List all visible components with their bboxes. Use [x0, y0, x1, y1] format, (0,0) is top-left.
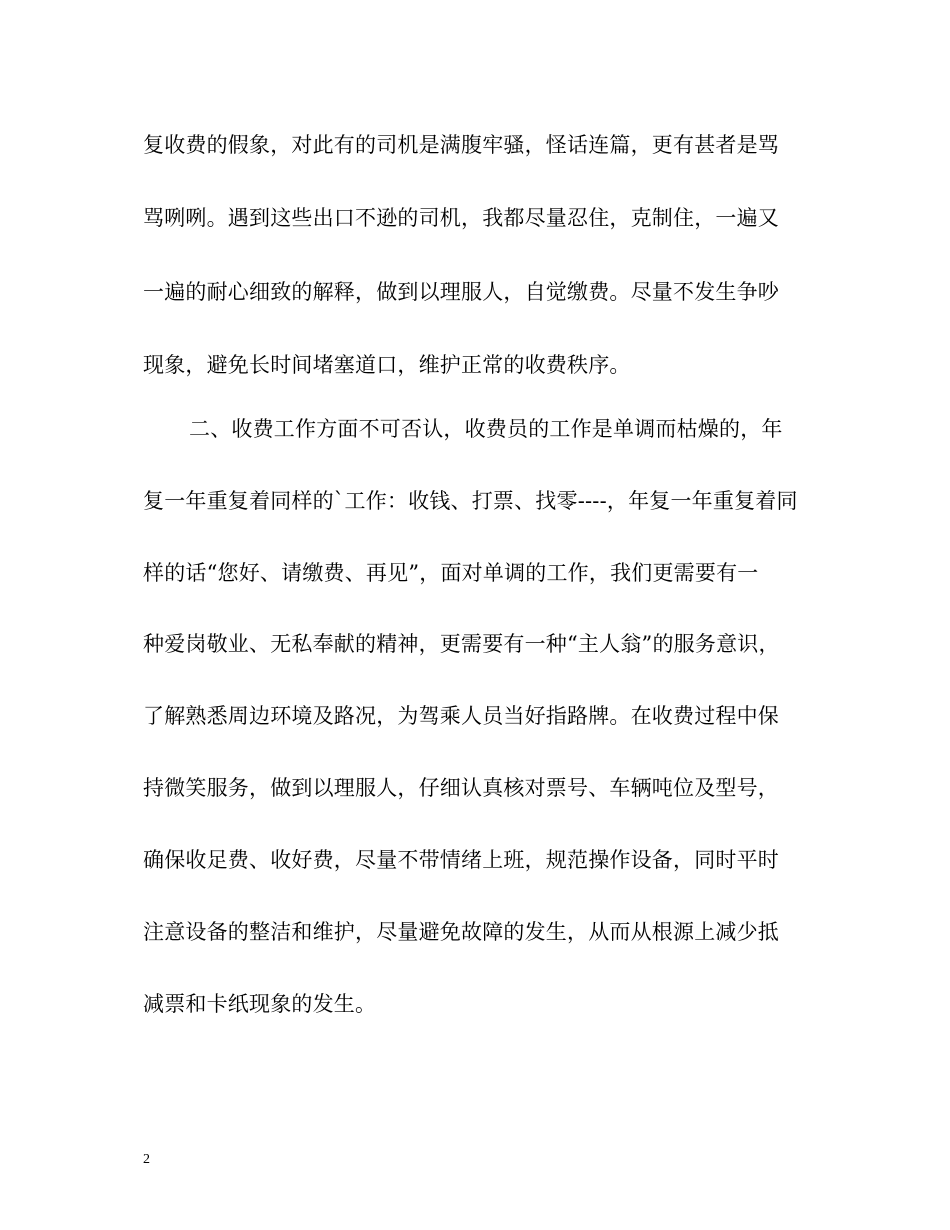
text-line-2: 骂咧咧。遇到这些出口不逊的司机，我都尽量忍住，克制住，一遍又	[143, 206, 779, 230]
page-number: 2	[143, 1152, 150, 1167]
text-line-12: 注意设备的整洁和维护，尽量避免故障的发生，从而从根源上减少抵	[143, 920, 779, 944]
text-line-4: 现象，避免长时间堵塞道口，维护正常的收费秩序。	[143, 353, 631, 377]
text-line-5: 二、收费工作方面不可否认，收费员的工作是单调而枯燥的，年	[189, 417, 783, 441]
text-line-1: 复收费的假象，对此有的司机是满腹牢骚，怪话连篇，更有甚者是骂	[143, 133, 779, 157]
text-line-7: 样的话“您好、请缴费、再见”，面对单调的工作，我们更需要有一	[143, 561, 759, 585]
text-line-13: 减票和卡纸现象的发生。	[143, 992, 377, 1016]
text-line-3: 一遍的耐心细致的解释，做到以理服人，自觉缴费。尽量不发生争吵	[143, 280, 779, 304]
text-line-10: 持微笑服务，做到以理服人，仔细认真核对票号、车辆吨位及型号，	[143, 776, 779, 800]
text-line-9: 了解熟悉周边环境及路况，为驾乘人员当好指路牌。在收费过程中保	[143, 704, 779, 728]
text-line-6: 复一年重复着同样的`工作：收钱、打票、找零----，年复一年重复着同	[143, 489, 798, 513]
text-line-8: 种爱岗敬业、无私奉献的精神，更需要有一种“主人翁”的服务意识，	[143, 632, 780, 656]
text-line-11: 确保收足费、收好费，尽量不带情绪上班，规范操作设备，同时平时	[143, 848, 779, 872]
